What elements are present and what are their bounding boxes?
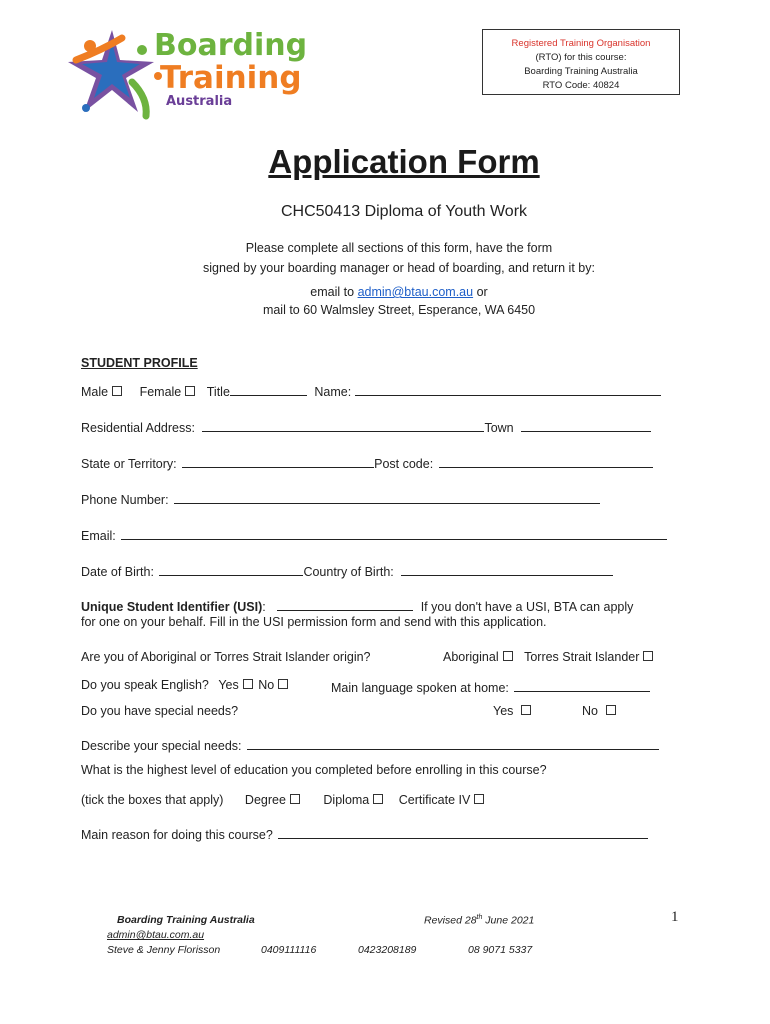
logo-word-australia: Australia	[166, 94, 233, 109]
company-logo	[62, 20, 322, 120]
row-email	[81, 526, 667, 543]
email-prefix: email to	[310, 285, 355, 299]
special-yes-label: Yes	[493, 704, 514, 718]
diploma-label: Diploma	[323, 793, 370, 807]
english-question: Do you speak English?	[81, 678, 209, 692]
instructions-mail-line: mail to 60 Walmsley Street, Esperance, WA 6450	[262, 303, 536, 317]
town-label: Town	[484, 421, 514, 435]
rto-code: RTO Code: 40824	[542, 80, 620, 91]
row-address	[81, 418, 651, 435]
row-phone	[81, 490, 600, 507]
aboriginal-options	[443, 650, 653, 664]
state-label: State or Territory:	[81, 457, 177, 471]
english-no-label: No	[258, 678, 275, 692]
name-field[interactable]	[355, 382, 661, 396]
name-label: Name:	[314, 385, 352, 399]
main-language-field[interactable]	[514, 678, 650, 692]
special-needs-no	[582, 704, 616, 718]
address-label: Residential Address:	[81, 421, 195, 435]
describe-field[interactable]	[247, 736, 659, 750]
logo-word-boarding: Boarding	[154, 28, 308, 63]
footer-revised	[424, 914, 534, 927]
degree-checkbox[interactable]	[290, 794, 300, 804]
female-checkbox[interactable]	[185, 386, 195, 396]
logo-word-training: Training	[160, 60, 302, 96]
row-aboriginal	[81, 650, 371, 664]
phone-field[interactable]	[174, 490, 600, 504]
footer-phone-3: 08 9071 5337	[468, 944, 533, 956]
education-question: What is the highest level of education you completed before enrolling in this course?	[81, 763, 547, 777]
special-no-label: No	[582, 704, 598, 718]
row-gender-title-name	[81, 382, 661, 399]
english-yes-label: Yes	[218, 678, 239, 692]
country-label: Country of Birth:	[303, 565, 394, 579]
usi-field[interactable]	[277, 597, 413, 611]
row-describe-needs	[81, 736, 659, 753]
postcode-label: Post code:	[374, 457, 434, 471]
instructions-line-2: signed by your boarding manager or head of boarding, and return it by:	[203, 261, 595, 275]
degree-label: Degree	[244, 793, 286, 807]
row-dob-country	[81, 562, 613, 579]
phone-label: Phone Number:	[81, 493, 169, 507]
row-reason	[81, 825, 648, 842]
rto-info-box	[482, 29, 680, 95]
postcode-field[interactable]	[439, 454, 653, 468]
row-usi	[81, 597, 633, 614]
rto-organisation: Boarding Training Australia	[524, 66, 638, 77]
page-number: 1	[671, 909, 679, 925]
male-label: Male	[81, 385, 109, 399]
revised-date: Revised 28	[424, 914, 477, 927]
usi-note: If you don't have a USI, BTA can apply	[420, 600, 634, 614]
reason-field[interactable]	[278, 825, 648, 839]
page-title: Application Form	[268, 143, 540, 180]
english-yes-checkbox[interactable]	[243, 679, 253, 689]
instructions-line-1: Please complete all sections of this form, have the form	[245, 241, 553, 255]
section-heading: STUDENT PROFILE	[81, 356, 198, 370]
town-field[interactable]	[521, 418, 651, 432]
row-english	[81, 678, 288, 692]
special-no-checkbox[interactable]	[606, 705, 616, 715]
title-field[interactable]	[230, 382, 307, 396]
footer-email-link[interactable]: admin@btau.com.au	[107, 929, 205, 941]
usi-note-continued: for one on your behalf. Fill in the USI permission form and send with this application.	[81, 615, 547, 629]
revised-rest: June 2021	[482, 914, 535, 927]
main-language-label: Main language spoken at home:	[331, 681, 509, 695]
female-label: Female	[139, 385, 182, 399]
email-field[interactable]	[121, 526, 667, 540]
dob-field[interactable]	[159, 562, 303, 576]
footer-phone-1: 0409111116	[261, 944, 317, 956]
aboriginal-question: Are you of Aboriginal or Torres Strait Islander origin?	[81, 650, 371, 664]
rto-line: (RTO) for this course:	[535, 52, 627, 63]
aboriginal-checkbox[interactable]	[503, 651, 513, 661]
email-suffix: or	[476, 285, 488, 299]
email-label: Email:	[81, 529, 116, 543]
usi-label: Unique Student Identifier (USI)	[81, 600, 263, 614]
row-education-options	[81, 793, 484, 807]
dob-label: Date of Birth:	[81, 565, 154, 579]
usi-colon: :	[262, 600, 266, 614]
title-label: Title	[206, 385, 230, 399]
special-needs-yes	[493, 704, 531, 718]
state-field[interactable]	[182, 454, 374, 468]
rto-heading: Registered Training Organisation	[511, 38, 651, 49]
certificate-checkbox[interactable]	[474, 794, 484, 804]
footer-phone-2: 0423208189	[358, 944, 417, 956]
special-needs-question: Do you have special needs?	[81, 704, 239, 718]
aboriginal-label: Aboriginal	[443, 650, 499, 664]
diploma-checkbox[interactable]	[373, 794, 383, 804]
describe-label: Describe your special needs:	[81, 739, 242, 753]
english-no-checkbox[interactable]	[278, 679, 288, 689]
address-field[interactable]	[202, 418, 484, 432]
certificate-label: Certificate IV	[398, 793, 471, 807]
email-link[interactable]: admin@btau.com.au	[357, 285, 474, 299]
reason-label: Main reason for doing this course?	[81, 828, 273, 842]
tsi-label: Torres Strait Islander	[524, 650, 640, 664]
row-state-postcode	[81, 454, 653, 471]
course-title: CHC50413 Diploma of Youth Work	[280, 203, 528, 220]
tsi-checkbox[interactable]	[643, 651, 653, 661]
instructions-email-line	[0, 285, 770, 299]
male-checkbox[interactable]	[112, 386, 122, 396]
tick-instruction: (tick the boxes that apply)	[81, 793, 224, 807]
revised-sup: th	[476, 914, 483, 921]
footer-organisation: Boarding Training Australia	[117, 914, 255, 926]
footer-contacts: Steve & Jenny Florisson	[107, 944, 221, 956]
main-language	[331, 678, 650, 695]
country-field[interactable]	[401, 562, 613, 576]
special-yes-checkbox[interactable]	[521, 705, 531, 715]
